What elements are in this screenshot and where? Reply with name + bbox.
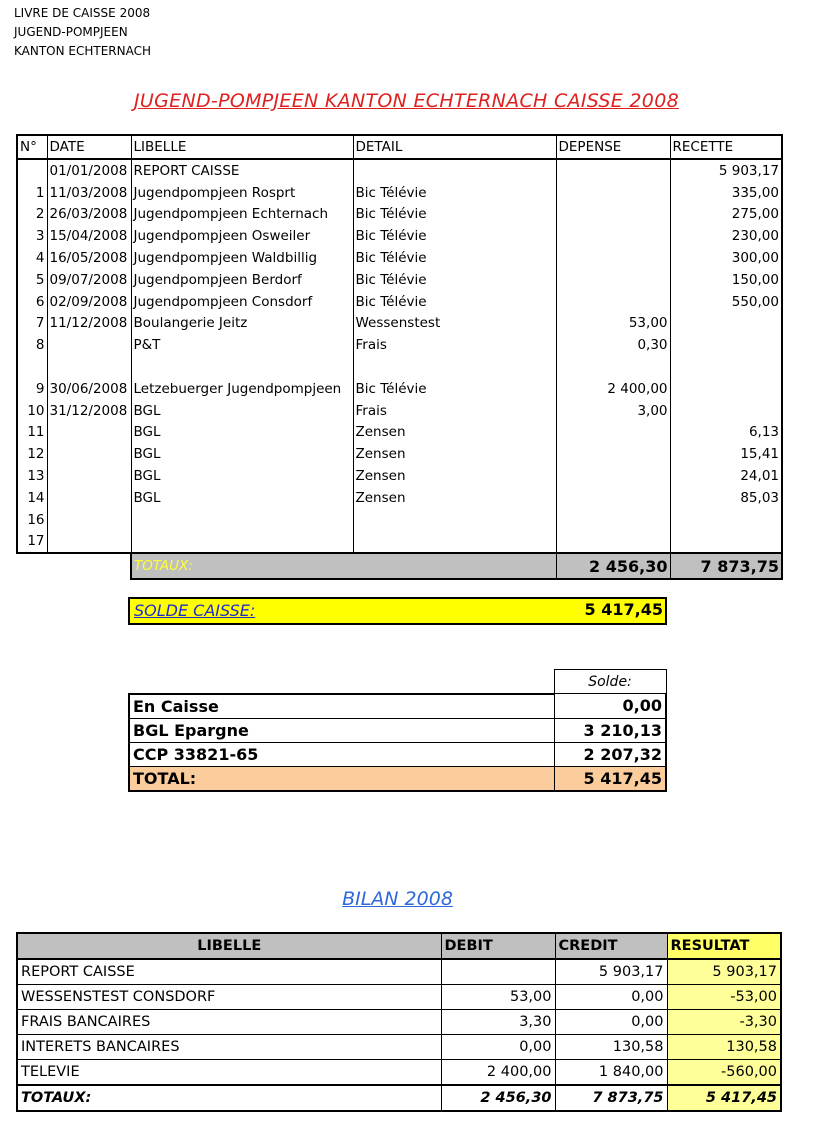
bilan-totals-row — [17, 1085, 781, 1111]
ledger-row — [17, 182, 782, 204]
row-detail: Frais — [353, 334, 556, 356]
row-date — [47, 531, 131, 554]
ledger-row — [17, 443, 782, 465]
cash-row-value: 2 207,32 — [554, 742, 666, 766]
ledger-row — [17, 204, 782, 226]
row-detail — [353, 509, 556, 531]
cash-table — [128, 669, 667, 792]
ledger-row — [17, 313, 782, 335]
cash-row-label: BGL Epargne — [129, 718, 554, 742]
row-libelle: Letzebuerger Jugendpompjeen — [131, 378, 353, 400]
row-detail — [353, 356, 556, 378]
row-detail: Bic Télévie — [353, 204, 556, 226]
col-header-depense: DEPENSE — [556, 135, 670, 159]
row-date — [47, 334, 131, 356]
row-libelle: Jugendpompjeen Echternach — [131, 204, 353, 226]
solde-caisse-box — [128, 597, 667, 625]
bilan-table — [16, 932, 782, 1112]
bilan-row-resultat: 130,58 — [667, 1035, 781, 1060]
row-number: 13 — [17, 465, 47, 487]
ledger-row — [17, 400, 782, 422]
row-recette — [670, 313, 782, 335]
bilan-row-debit: 0,00 — [441, 1035, 555, 1060]
cash-total-label: TOTAL: — [129, 766, 554, 791]
bilan-row-debit: 2 400,00 — [441, 1060, 555, 1086]
row-depense — [556, 247, 670, 269]
row-libelle — [131, 531, 353, 554]
row-depense — [556, 225, 670, 247]
row-date: 09/07/2008 — [47, 269, 131, 291]
row-libelle: P&T — [131, 334, 353, 356]
row-number: 6 — [17, 291, 47, 313]
bilan-row-credit: 0,00 — [555, 985, 667, 1010]
row-number: 2 — [17, 204, 47, 226]
bilan-row-debit — [441, 959, 555, 985]
ledger-row — [17, 247, 782, 269]
row-depense: 2 400,00 — [556, 378, 670, 400]
row-depense — [556, 291, 670, 313]
row-libelle — [131, 509, 353, 531]
bilan-row-libelle: INTERETS BANCAIRES — [17, 1035, 441, 1060]
row-detail: Zensen — [353, 422, 556, 444]
row-depense — [556, 204, 670, 226]
solde-label: SOLDE CAISSE: — [134, 601, 256, 620]
bilan-row — [17, 1035, 781, 1060]
bilan-col-libelle: LIBELLE — [17, 933, 441, 959]
totals-spacer — [17, 553, 131, 579]
total-recette: 7 873,75 — [670, 553, 782, 579]
row-detail: Frais — [353, 400, 556, 422]
ledger-header-row — [17, 135, 782, 159]
row-libelle: Jugendpompjeen Consdorf — [131, 291, 353, 313]
row-date: 31/12/2008 — [47, 400, 131, 422]
row-recette: 275,00 — [670, 204, 782, 226]
row-detail: Zensen — [353, 443, 556, 465]
ledger-row — [17, 159, 782, 182]
row-number: 17 — [17, 531, 47, 554]
row-libelle: BGL — [131, 465, 353, 487]
bilan-row-resultat: -3,30 — [667, 1010, 781, 1035]
row-libelle: BGL — [131, 400, 353, 422]
ledger-row — [17, 378, 782, 400]
header-line-3: KANTON ECHTERNACH — [14, 44, 152, 58]
ledger-table — [16, 134, 783, 580]
row-recette: 230,00 — [670, 225, 782, 247]
row-recette: 300,00 — [670, 247, 782, 269]
total-depense: 2 456,30 — [556, 553, 670, 579]
row-depense — [556, 269, 670, 291]
row-detail: Bic Télévie — [353, 247, 556, 269]
row-detail: Bic Télévie — [353, 378, 556, 400]
row-recette — [670, 378, 782, 400]
ledger-row — [17, 291, 782, 313]
cash-row — [129, 718, 666, 742]
row-detail: Bic Télévie — [353, 269, 556, 291]
bilan-col-resultat: RESULTAT — [667, 933, 781, 959]
bilan-row-credit: 0,00 — [555, 1010, 667, 1035]
cash-row-label: En Caisse — [129, 694, 554, 719]
row-recette: 5 903,17 — [670, 159, 782, 182]
row-libelle: Jugendpompjeen Berdorf — [131, 269, 353, 291]
row-libelle: REPORT CAISSE — [131, 159, 353, 182]
bilan-totals-resultat: 5 417,45 — [667, 1085, 781, 1111]
bilan-row — [17, 985, 781, 1010]
bilan-header-row — [17, 933, 781, 959]
row-libelle: BGL — [131, 443, 353, 465]
row-recette — [670, 509, 782, 531]
bilan-row-debit: 3,30 — [441, 1010, 555, 1035]
row-number: 11 — [17, 422, 47, 444]
row-libelle — [131, 356, 353, 378]
row-libelle: Jugendpompjeen Rosprt — [131, 182, 353, 204]
row-libelle: BGL — [131, 487, 353, 509]
row-number: 7 — [17, 313, 47, 335]
ledger-row — [17, 531, 782, 554]
row-libelle: BGL — [131, 422, 353, 444]
row-recette: 24,01 — [670, 465, 782, 487]
row-date: 02/09/2008 — [47, 291, 131, 313]
ledger-row — [17, 334, 782, 356]
bilan-row-credit: 5 903,17 — [555, 959, 667, 985]
bilan-row-libelle: WESSENSTEST CONSDORF — [17, 985, 441, 1010]
bilan-row-libelle: REPORT CAISSE — [17, 959, 441, 985]
ledger-row — [17, 487, 782, 509]
ledger-totals-row — [17, 553, 782, 579]
row-detail: Zensen — [353, 487, 556, 509]
row-number — [17, 356, 47, 378]
header-line-2: JUGEND-POMPJEEN — [14, 25, 128, 39]
cash-header-solde: Solde: — [554, 670, 666, 694]
bilan-row-resultat: -560,00 — [667, 1060, 781, 1086]
row-date: 26/03/2008 — [47, 204, 131, 226]
row-detail: Bic Télévie — [353, 182, 556, 204]
row-detail: Wessenstest — [353, 313, 556, 335]
row-number: 4 — [17, 247, 47, 269]
ledger-row — [17, 356, 782, 378]
row-number: 9 — [17, 378, 47, 400]
row-number — [17, 159, 47, 182]
row-recette: 335,00 — [670, 182, 782, 204]
row-number: 1 — [17, 182, 47, 204]
row-date — [47, 487, 131, 509]
row-depense — [556, 422, 670, 444]
row-recette — [670, 531, 782, 554]
row-recette — [670, 356, 782, 378]
bilan-row — [17, 959, 781, 985]
row-detail: Zensen — [353, 465, 556, 487]
row-number: 10 — [17, 400, 47, 422]
ledger-row — [17, 269, 782, 291]
cash-row-label: CCP 33821-65 — [129, 742, 554, 766]
ledger-row — [17, 509, 782, 531]
row-date — [47, 509, 131, 531]
bilan-totals-debit: 2 456,30 — [441, 1085, 555, 1111]
row-date: 30/06/2008 — [47, 378, 131, 400]
solde-value: 5 417,45 — [584, 600, 663, 619]
col-header-date: DATE — [47, 135, 131, 159]
row-date — [47, 422, 131, 444]
col-header-libelle: LIBELLE — [131, 135, 353, 159]
row-detail — [353, 531, 556, 554]
row-detail: Bic Télévie — [353, 291, 556, 313]
page-title: JUGEND-POMPJEEN KANTON ECHTERNACH CAISSE 2008 — [134, 90, 679, 112]
bilan-row-libelle: TELEVIE — [17, 1060, 441, 1086]
row-depense: 0,30 — [556, 334, 670, 356]
row-depense — [556, 465, 670, 487]
row-date — [47, 356, 131, 378]
bilan-title: BILAN 2008 — [342, 888, 453, 910]
bilan-row-credit: 1 840,00 — [555, 1060, 667, 1086]
row-depense — [556, 487, 670, 509]
header-line-1: LIVRE DE CAISSE 2008 — [14, 6, 151, 20]
row-depense — [556, 443, 670, 465]
bilan-row — [17, 1010, 781, 1035]
row-recette — [670, 334, 782, 356]
row-number: 14 — [17, 487, 47, 509]
row-depense — [556, 356, 670, 378]
row-depense — [556, 159, 670, 182]
row-date: 11/03/2008 — [47, 182, 131, 204]
bilan-row — [17, 1060, 781, 1086]
row-date: 16/05/2008 — [47, 247, 131, 269]
bilan-row-debit: 53,00 — [441, 985, 555, 1010]
cash-row-value: 3 210,13 — [554, 718, 666, 742]
row-recette: 15,41 — [670, 443, 782, 465]
row-depense — [556, 531, 670, 554]
row-date — [47, 443, 131, 465]
row-number: 8 — [17, 334, 47, 356]
row-libelle: Jugendpompjeen Waldbillig — [131, 247, 353, 269]
row-libelle: Boulangerie Jeitz — [131, 313, 353, 335]
bilan-row-resultat: 5 903,17 — [667, 959, 781, 985]
row-number: 12 — [17, 443, 47, 465]
row-number: 16 — [17, 509, 47, 531]
bilan-totals-credit: 7 873,75 — [555, 1085, 667, 1111]
col-header-recette: RECETTE — [670, 135, 782, 159]
totals-label: TOTAUX: — [131, 553, 556, 579]
bilan-row-libelle: FRAIS BANCAIRES — [17, 1010, 441, 1035]
col-header-detail: DETAIL — [353, 135, 556, 159]
bilan-row-resultat: -53,00 — [667, 985, 781, 1010]
cash-header-row — [129, 670, 666, 694]
row-date — [47, 465, 131, 487]
col-header-number: N° — [17, 135, 47, 159]
ledger-row — [17, 465, 782, 487]
row-number: 3 — [17, 225, 47, 247]
ledger-row — [17, 225, 782, 247]
row-detail: Bic Télévie — [353, 225, 556, 247]
row-recette: 550,00 — [670, 291, 782, 313]
cash-row — [129, 742, 666, 766]
cash-row-value: 0,00 — [554, 694, 666, 719]
row-depense: 53,00 — [556, 313, 670, 335]
bilan-col-debit: DEBIT — [441, 933, 555, 959]
row-number: 5 — [17, 269, 47, 291]
row-detail — [353, 159, 556, 182]
row-recette: 150,00 — [670, 269, 782, 291]
row-recette — [670, 400, 782, 422]
row-recette: 85,03 — [670, 487, 782, 509]
row-date: 15/04/2008 — [47, 225, 131, 247]
ledger-row — [17, 422, 782, 444]
row-date: 11/12/2008 — [47, 313, 131, 335]
bilan-row-credit: 130,58 — [555, 1035, 667, 1060]
cash-total-row — [129, 766, 666, 791]
row-depense — [556, 182, 670, 204]
row-depense — [556, 509, 670, 531]
row-recette: 6,13 — [670, 422, 782, 444]
cash-header-spacer — [129, 670, 554, 694]
cash-total-value: 5 417,45 — [554, 766, 666, 791]
row-libelle: Jugendpompjeen Osweiler — [131, 225, 353, 247]
row-date: 01/01/2008 — [47, 159, 131, 182]
row-depense: 3,00 — [556, 400, 670, 422]
cash-row — [129, 694, 666, 719]
bilan-col-credit: CREDIT — [555, 933, 667, 959]
bilan-totals-label: TOTAUX: — [17, 1085, 441, 1111]
